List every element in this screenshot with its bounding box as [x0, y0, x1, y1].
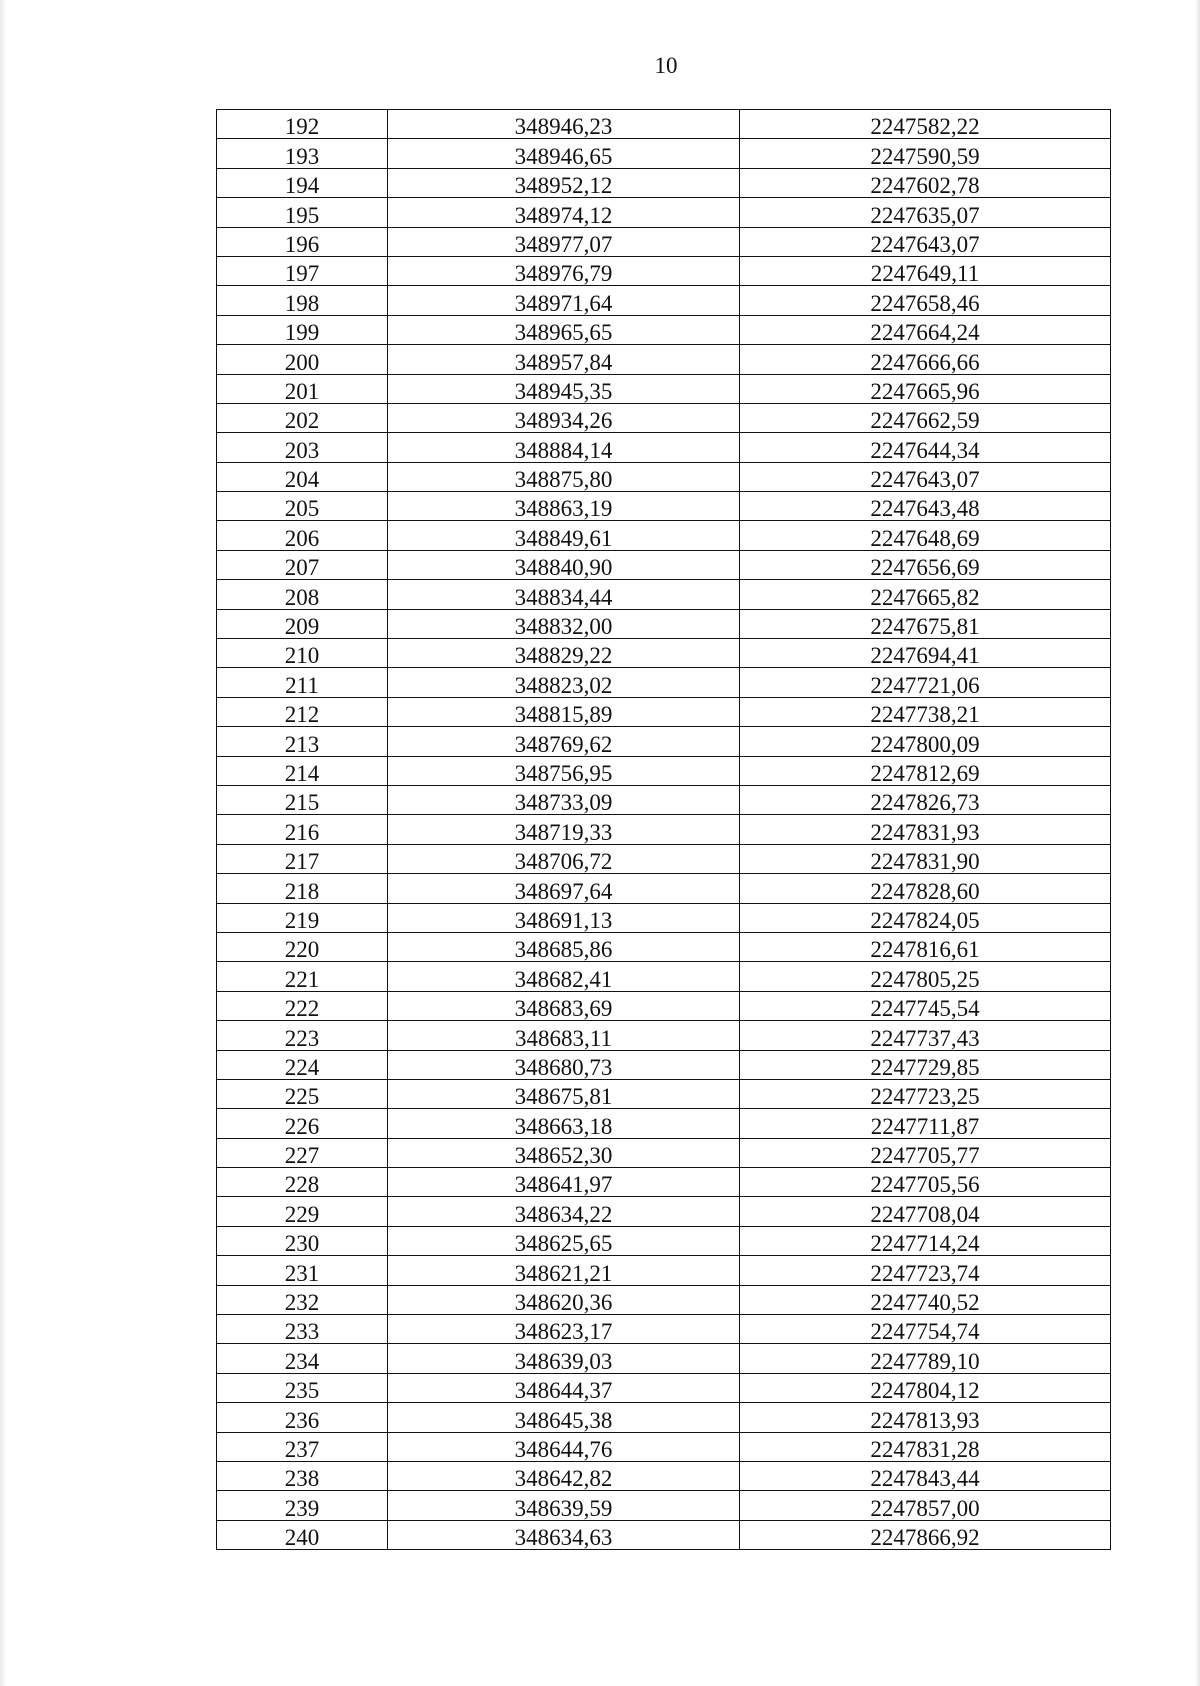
x-coordinate-cell: 348815,89 — [388, 697, 740, 726]
point-number-cell: 222 — [217, 991, 388, 1020]
table-row — [217, 1197, 1111, 1226]
point-number-cell: 215 — [217, 785, 388, 814]
table-row — [217, 1226, 1111, 1255]
point-number-cell: 232 — [217, 1285, 388, 1314]
x-coordinate-cell: 348685,86 — [388, 932, 740, 961]
y-coordinate-cell: 2247723,74 — [740, 1256, 1111, 1285]
table-row — [217, 697, 1111, 726]
x-coordinate-cell: 348884,14 — [388, 433, 740, 462]
y-coordinate-cell: 2247812,69 — [740, 756, 1111, 785]
point-number-cell: 209 — [217, 609, 388, 638]
point-number-cell: 192 — [217, 110, 388, 139]
point-number-cell: 231 — [217, 1256, 388, 1285]
table-row — [217, 227, 1111, 256]
x-coordinate-cell: 348756,95 — [388, 756, 740, 785]
y-coordinate-cell: 2247866,92 — [740, 1520, 1111, 1549]
point-number-cell: 211 — [217, 668, 388, 697]
y-coordinate-cell: 2247826,73 — [740, 785, 1111, 814]
y-coordinate-cell: 2247714,24 — [740, 1226, 1111, 1255]
point-number-cell: 199 — [217, 315, 388, 344]
y-coordinate-cell: 2247737,43 — [740, 1021, 1111, 1050]
table-row — [217, 1050, 1111, 1079]
y-coordinate-cell: 2247813,93 — [740, 1403, 1111, 1432]
y-coordinate-cell: 2247705,77 — [740, 1138, 1111, 1167]
x-coordinate-cell: 348840,90 — [388, 550, 740, 579]
y-coordinate-cell: 2247729,85 — [740, 1050, 1111, 1079]
x-coordinate-cell: 348834,44 — [388, 580, 740, 609]
x-coordinate-cell: 348652,30 — [388, 1138, 740, 1167]
table-row — [217, 374, 1111, 403]
y-coordinate-cell: 2247708,04 — [740, 1197, 1111, 1226]
point-number-cell: 226 — [217, 1109, 388, 1138]
point-number-cell: 229 — [217, 1197, 388, 1226]
point-number-cell: 236 — [217, 1403, 388, 1432]
table-row — [217, 1491, 1111, 1520]
x-coordinate-cell: 348621,21 — [388, 1256, 740, 1285]
x-coordinate-cell: 348974,12 — [388, 198, 740, 227]
y-coordinate-cell: 2247643,48 — [740, 492, 1111, 521]
table-row — [217, 433, 1111, 462]
x-coordinate-cell: 348675,81 — [388, 1079, 740, 1108]
table-row — [217, 668, 1111, 697]
x-coordinate-cell: 348663,18 — [388, 1109, 740, 1138]
table-row — [217, 609, 1111, 638]
y-coordinate-cell: 2247828,60 — [740, 874, 1111, 903]
x-coordinate-cell: 348683,69 — [388, 991, 740, 1020]
point-number-cell: 230 — [217, 1226, 388, 1255]
y-coordinate-cell: 2247694,41 — [740, 639, 1111, 668]
table-row — [217, 1315, 1111, 1344]
point-number-cell: 237 — [217, 1432, 388, 1461]
x-coordinate-cell: 348642,82 — [388, 1461, 740, 1490]
x-coordinate-cell: 348875,80 — [388, 462, 740, 491]
table-row — [217, 1079, 1111, 1108]
y-coordinate-cell: 2247711,87 — [740, 1109, 1111, 1138]
y-coordinate-cell: 2247656,69 — [740, 550, 1111, 579]
table-row — [217, 991, 1111, 1020]
x-coordinate-cell: 348706,72 — [388, 844, 740, 873]
table-row — [217, 168, 1111, 197]
y-coordinate-cell: 2247754,74 — [740, 1315, 1111, 1344]
y-coordinate-cell: 2247643,07 — [740, 462, 1111, 491]
scan-edge-right — [1195, 0, 1200, 1686]
point-number-cell: 238 — [217, 1461, 388, 1490]
y-coordinate-cell: 2247665,82 — [740, 580, 1111, 609]
x-coordinate-cell: 348849,61 — [388, 521, 740, 550]
table-row — [217, 844, 1111, 873]
x-coordinate-cell: 348832,00 — [388, 609, 740, 638]
table-row — [217, 521, 1111, 550]
point-number-cell: 221 — [217, 962, 388, 991]
table-row — [217, 492, 1111, 521]
table-row — [217, 198, 1111, 227]
point-number-cell: 220 — [217, 932, 388, 961]
y-coordinate-cell: 2247675,81 — [740, 609, 1111, 638]
y-coordinate-cell: 2247800,09 — [740, 727, 1111, 756]
point-number-cell: 195 — [217, 198, 388, 227]
y-coordinate-cell: 2247666,66 — [740, 345, 1111, 374]
table-row — [217, 286, 1111, 315]
table-row — [217, 932, 1111, 961]
point-number-cell: 208 — [217, 580, 388, 609]
x-coordinate-cell: 348625,65 — [388, 1226, 740, 1255]
table-row — [217, 1520, 1111, 1549]
y-coordinate-cell: 2247721,06 — [740, 668, 1111, 697]
table-row — [217, 962, 1111, 991]
table-row — [217, 639, 1111, 668]
point-number-cell: 235 — [217, 1373, 388, 1402]
y-coordinate-cell: 2247831,93 — [740, 815, 1111, 844]
x-coordinate-cell: 348682,41 — [388, 962, 740, 991]
point-number-cell: 239 — [217, 1491, 388, 1520]
point-number-cell: 228 — [217, 1168, 388, 1197]
table-row — [217, 1285, 1111, 1314]
table-row — [217, 462, 1111, 491]
y-coordinate-cell: 2247816,61 — [740, 932, 1111, 961]
x-coordinate-cell: 348952,12 — [388, 168, 740, 197]
table-row — [217, 815, 1111, 844]
table-row — [217, 874, 1111, 903]
x-coordinate-cell: 348965,65 — [388, 315, 740, 344]
y-coordinate-cell: 2247745,54 — [740, 991, 1111, 1020]
x-coordinate-cell: 348634,63 — [388, 1520, 740, 1549]
y-coordinate-cell: 2247648,69 — [740, 521, 1111, 550]
x-coordinate-cell: 348639,03 — [388, 1344, 740, 1373]
point-number-cell: 227 — [217, 1138, 388, 1167]
table-row — [217, 1373, 1111, 1402]
table-row — [217, 756, 1111, 785]
x-coordinate-cell: 348639,59 — [388, 1491, 740, 1520]
y-coordinate-cell: 2247705,56 — [740, 1168, 1111, 1197]
x-coordinate-cell: 348719,33 — [388, 815, 740, 844]
x-coordinate-cell: 348976,79 — [388, 256, 740, 285]
y-coordinate-cell: 2247824,05 — [740, 903, 1111, 932]
point-number-cell: 234 — [217, 1344, 388, 1373]
table-row — [217, 110, 1111, 139]
table-row — [217, 139, 1111, 168]
y-coordinate-cell: 2247662,59 — [740, 403, 1111, 432]
point-number-cell: 207 — [217, 550, 388, 579]
table-row — [217, 550, 1111, 579]
y-coordinate-cell: 2247590,59 — [740, 139, 1111, 168]
y-coordinate-cell: 2247658,46 — [740, 286, 1111, 315]
x-coordinate-cell: 348691,13 — [388, 903, 740, 932]
y-coordinate-cell: 2247635,07 — [740, 198, 1111, 227]
table-row — [217, 256, 1111, 285]
point-number-cell: 240 — [217, 1520, 388, 1549]
table-row — [217, 1344, 1111, 1373]
point-number-cell: 214 — [217, 756, 388, 785]
coordinates-table-body — [217, 110, 1111, 1550]
y-coordinate-cell: 2247665,96 — [740, 374, 1111, 403]
point-number-cell: 213 — [217, 727, 388, 756]
table-row — [217, 903, 1111, 932]
point-number-cell: 219 — [217, 903, 388, 932]
x-coordinate-cell: 348683,11 — [388, 1021, 740, 1050]
x-coordinate-cell: 348620,36 — [388, 1285, 740, 1314]
x-coordinate-cell: 348863,19 — [388, 492, 740, 521]
y-coordinate-cell: 2247723,25 — [740, 1079, 1111, 1108]
point-number-cell: 196 — [217, 227, 388, 256]
x-coordinate-cell: 348971,64 — [388, 286, 740, 315]
point-number-cell: 225 — [217, 1079, 388, 1108]
coordinates-table — [216, 109, 1111, 1550]
x-coordinate-cell: 348645,38 — [388, 1403, 740, 1432]
point-number-cell: 204 — [217, 462, 388, 491]
table-row — [217, 1432, 1111, 1461]
table-row — [217, 1403, 1111, 1432]
table-row — [217, 1168, 1111, 1197]
table-row — [217, 1021, 1111, 1050]
x-coordinate-cell: 348623,17 — [388, 1315, 740, 1344]
table-row — [217, 1256, 1111, 1285]
y-coordinate-cell: 2247582,22 — [740, 110, 1111, 139]
y-coordinate-cell: 2247602,78 — [740, 168, 1111, 197]
x-coordinate-cell: 348769,62 — [388, 727, 740, 756]
point-number-cell: 216 — [217, 815, 388, 844]
table-row — [217, 785, 1111, 814]
table-row — [217, 727, 1111, 756]
table-row — [217, 1461, 1111, 1490]
point-number-cell: 210 — [217, 639, 388, 668]
point-number-cell: 224 — [217, 1050, 388, 1079]
page-number: 10 — [654, 53, 678, 78]
x-coordinate-cell: 348829,22 — [388, 639, 740, 668]
point-number-cell: 193 — [217, 139, 388, 168]
scan-edge-left — [0, 0, 6, 1686]
y-coordinate-cell: 2247831,90 — [740, 844, 1111, 873]
point-number-cell: 200 — [217, 345, 388, 374]
table-row — [217, 345, 1111, 374]
y-coordinate-cell: 2247857,00 — [740, 1491, 1111, 1520]
point-number-cell: 233 — [217, 1315, 388, 1344]
point-number-cell: 218 — [217, 874, 388, 903]
x-coordinate-cell: 348634,22 — [388, 1197, 740, 1226]
y-coordinate-cell: 2247644,34 — [740, 433, 1111, 462]
x-coordinate-cell: 348946,23 — [388, 110, 740, 139]
y-coordinate-cell: 2247649,11 — [740, 256, 1111, 285]
point-number-cell: 206 — [217, 521, 388, 550]
x-coordinate-cell: 348977,07 — [388, 227, 740, 256]
y-coordinate-cell: 2247789,10 — [740, 1344, 1111, 1373]
x-coordinate-cell: 348644,76 — [388, 1432, 740, 1461]
y-coordinate-cell: 2247738,21 — [740, 697, 1111, 726]
y-coordinate-cell: 2247740,52 — [740, 1285, 1111, 1314]
point-number-cell: 201 — [217, 374, 388, 403]
point-number-cell: 205 — [217, 492, 388, 521]
point-number-cell: 212 — [217, 697, 388, 726]
x-coordinate-cell: 348823,02 — [388, 668, 740, 697]
x-coordinate-cell: 348934,26 — [388, 403, 740, 432]
x-coordinate-cell: 348697,64 — [388, 874, 740, 903]
point-number-cell: 223 — [217, 1021, 388, 1050]
x-coordinate-cell: 348957,84 — [388, 345, 740, 374]
table-row — [217, 580, 1111, 609]
y-coordinate-cell: 2247664,24 — [740, 315, 1111, 344]
point-number-cell: 217 — [217, 844, 388, 873]
y-coordinate-cell: 2247831,28 — [740, 1432, 1111, 1461]
table-row — [217, 1138, 1111, 1167]
x-coordinate-cell: 348680,73 — [388, 1050, 740, 1079]
y-coordinate-cell: 2247804,12 — [740, 1373, 1111, 1402]
x-coordinate-cell: 348641,97 — [388, 1168, 740, 1197]
x-coordinate-cell: 348946,65 — [388, 139, 740, 168]
x-coordinate-cell: 348644,37 — [388, 1373, 740, 1402]
table-row — [217, 1109, 1111, 1138]
point-number-cell: 194 — [217, 168, 388, 197]
point-number-cell: 202 — [217, 403, 388, 432]
point-number-cell: 197 — [217, 256, 388, 285]
x-coordinate-cell: 348733,09 — [388, 785, 740, 814]
table-row — [217, 403, 1111, 432]
point-number-cell: 203 — [217, 433, 388, 462]
table-row — [217, 315, 1111, 344]
y-coordinate-cell: 2247805,25 — [740, 962, 1111, 991]
point-number-cell: 198 — [217, 286, 388, 315]
x-coordinate-cell: 348945,35 — [388, 374, 740, 403]
y-coordinate-cell: 2247643,07 — [740, 227, 1111, 256]
y-coordinate-cell: 2247843,44 — [740, 1461, 1111, 1490]
